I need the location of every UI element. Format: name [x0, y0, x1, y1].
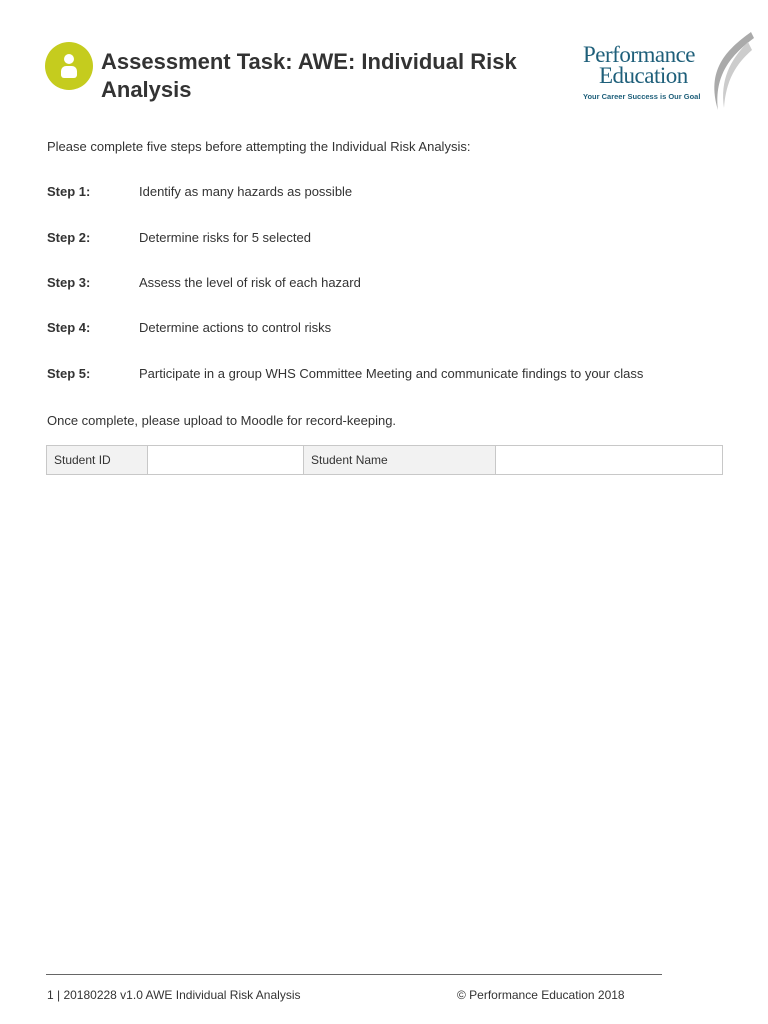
- step-text: Determine actions to control risks: [139, 320, 332, 335]
- step-label: Step 1:: [47, 184, 91, 199]
- step-text: Participate in a group WHS Committee Meeting and communicate findings to your class: [139, 366, 644, 381]
- student-id-field[interactable]: [148, 446, 304, 475]
- user-icon: [45, 42, 93, 90]
- closing-text: Once complete, please upload to Moodle for record-keeping.: [47, 413, 397, 428]
- student-info-table: [46, 445, 723, 475]
- step-text: Determine risks for 5 selected: [139, 230, 311, 245]
- intro-text: Please complete five steps before attempting the Individual Risk Analysis:: [47, 139, 471, 154]
- student-id-label: Student ID: [47, 446, 148, 475]
- step-text: Assess the level of risk of each hazard: [139, 275, 361, 290]
- step-label: Step 3:: [47, 275, 91, 290]
- student-name-field[interactable]: [496, 446, 723, 475]
- page-title: Assessment Task: AWE: Individual Risk Analysis: [101, 49, 517, 102]
- student-name-label: Student Name: [304, 446, 496, 475]
- step-label: Step 2:: [47, 230, 91, 245]
- step-label: Step 4:: [47, 320, 91, 335]
- performance-education-logo: Performance Education Your Career Success is Our Goal: [578, 30, 758, 110]
- footer-copyright: © Performance Education 2018: [457, 988, 625, 1002]
- step-label: Step 5:: [47, 366, 91, 381]
- footer-divider: [46, 974, 662, 975]
- step-text: Identify as many hazards as possible: [139, 184, 353, 199]
- footer-doc-info: 1 | 20180228 v1.0 AWE Individual Risk Analysis: [47, 988, 301, 1002]
